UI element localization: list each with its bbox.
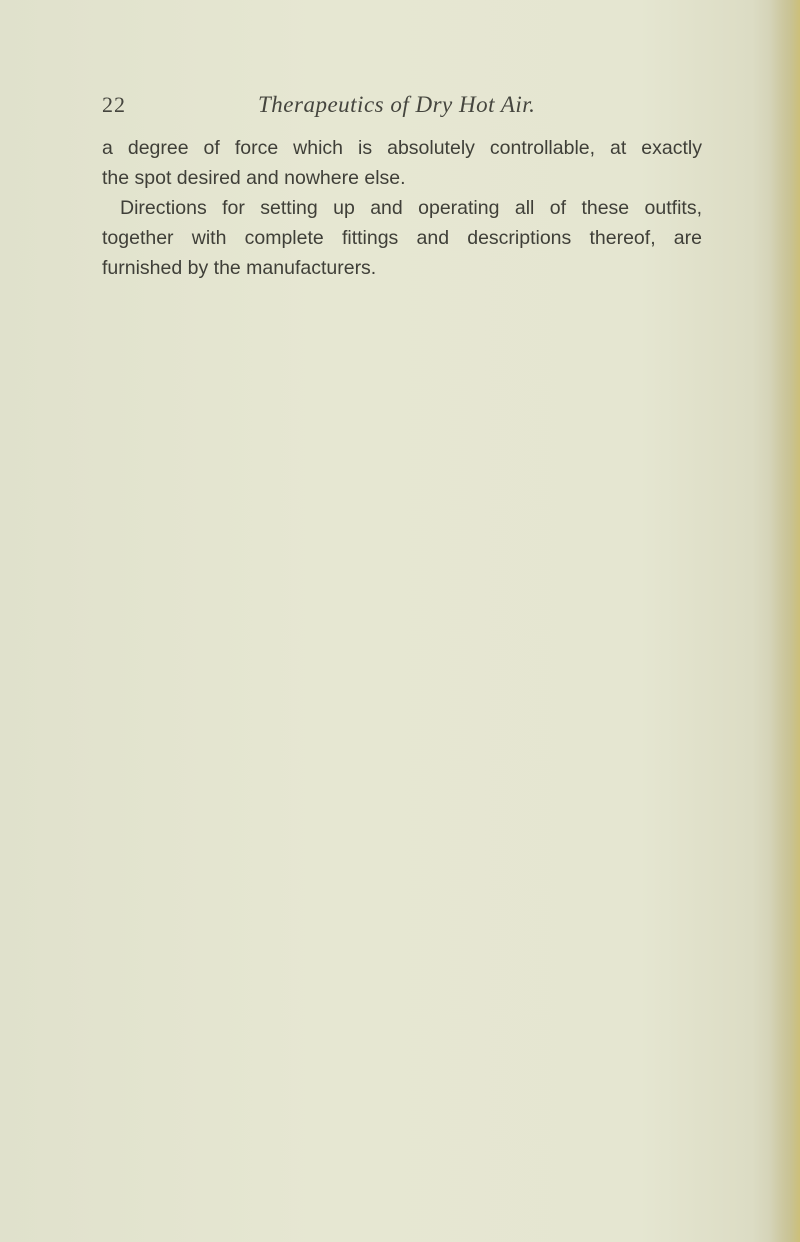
- running-title: Therapeutics of Dry Hot Air.: [258, 92, 536, 117]
- text-line: furnished by the manufacturers.: [102, 257, 377, 279]
- text-line: a degree of force which is absolutely controllable, at exactly: [102, 137, 702, 159]
- body-text: [102, 133, 702, 283]
- running-head: [102, 92, 700, 120]
- text-line: together with complete fittings and descriptions thereof, are: [102, 227, 702, 249]
- page-edge-shadow: [770, 0, 800, 1242]
- text-line: the spot desired and nowhere else.: [102, 167, 406, 189]
- page-number: 22: [102, 92, 126, 117]
- text-line: Directions for setting up and operating all of these outfits,: [120, 197, 702, 219]
